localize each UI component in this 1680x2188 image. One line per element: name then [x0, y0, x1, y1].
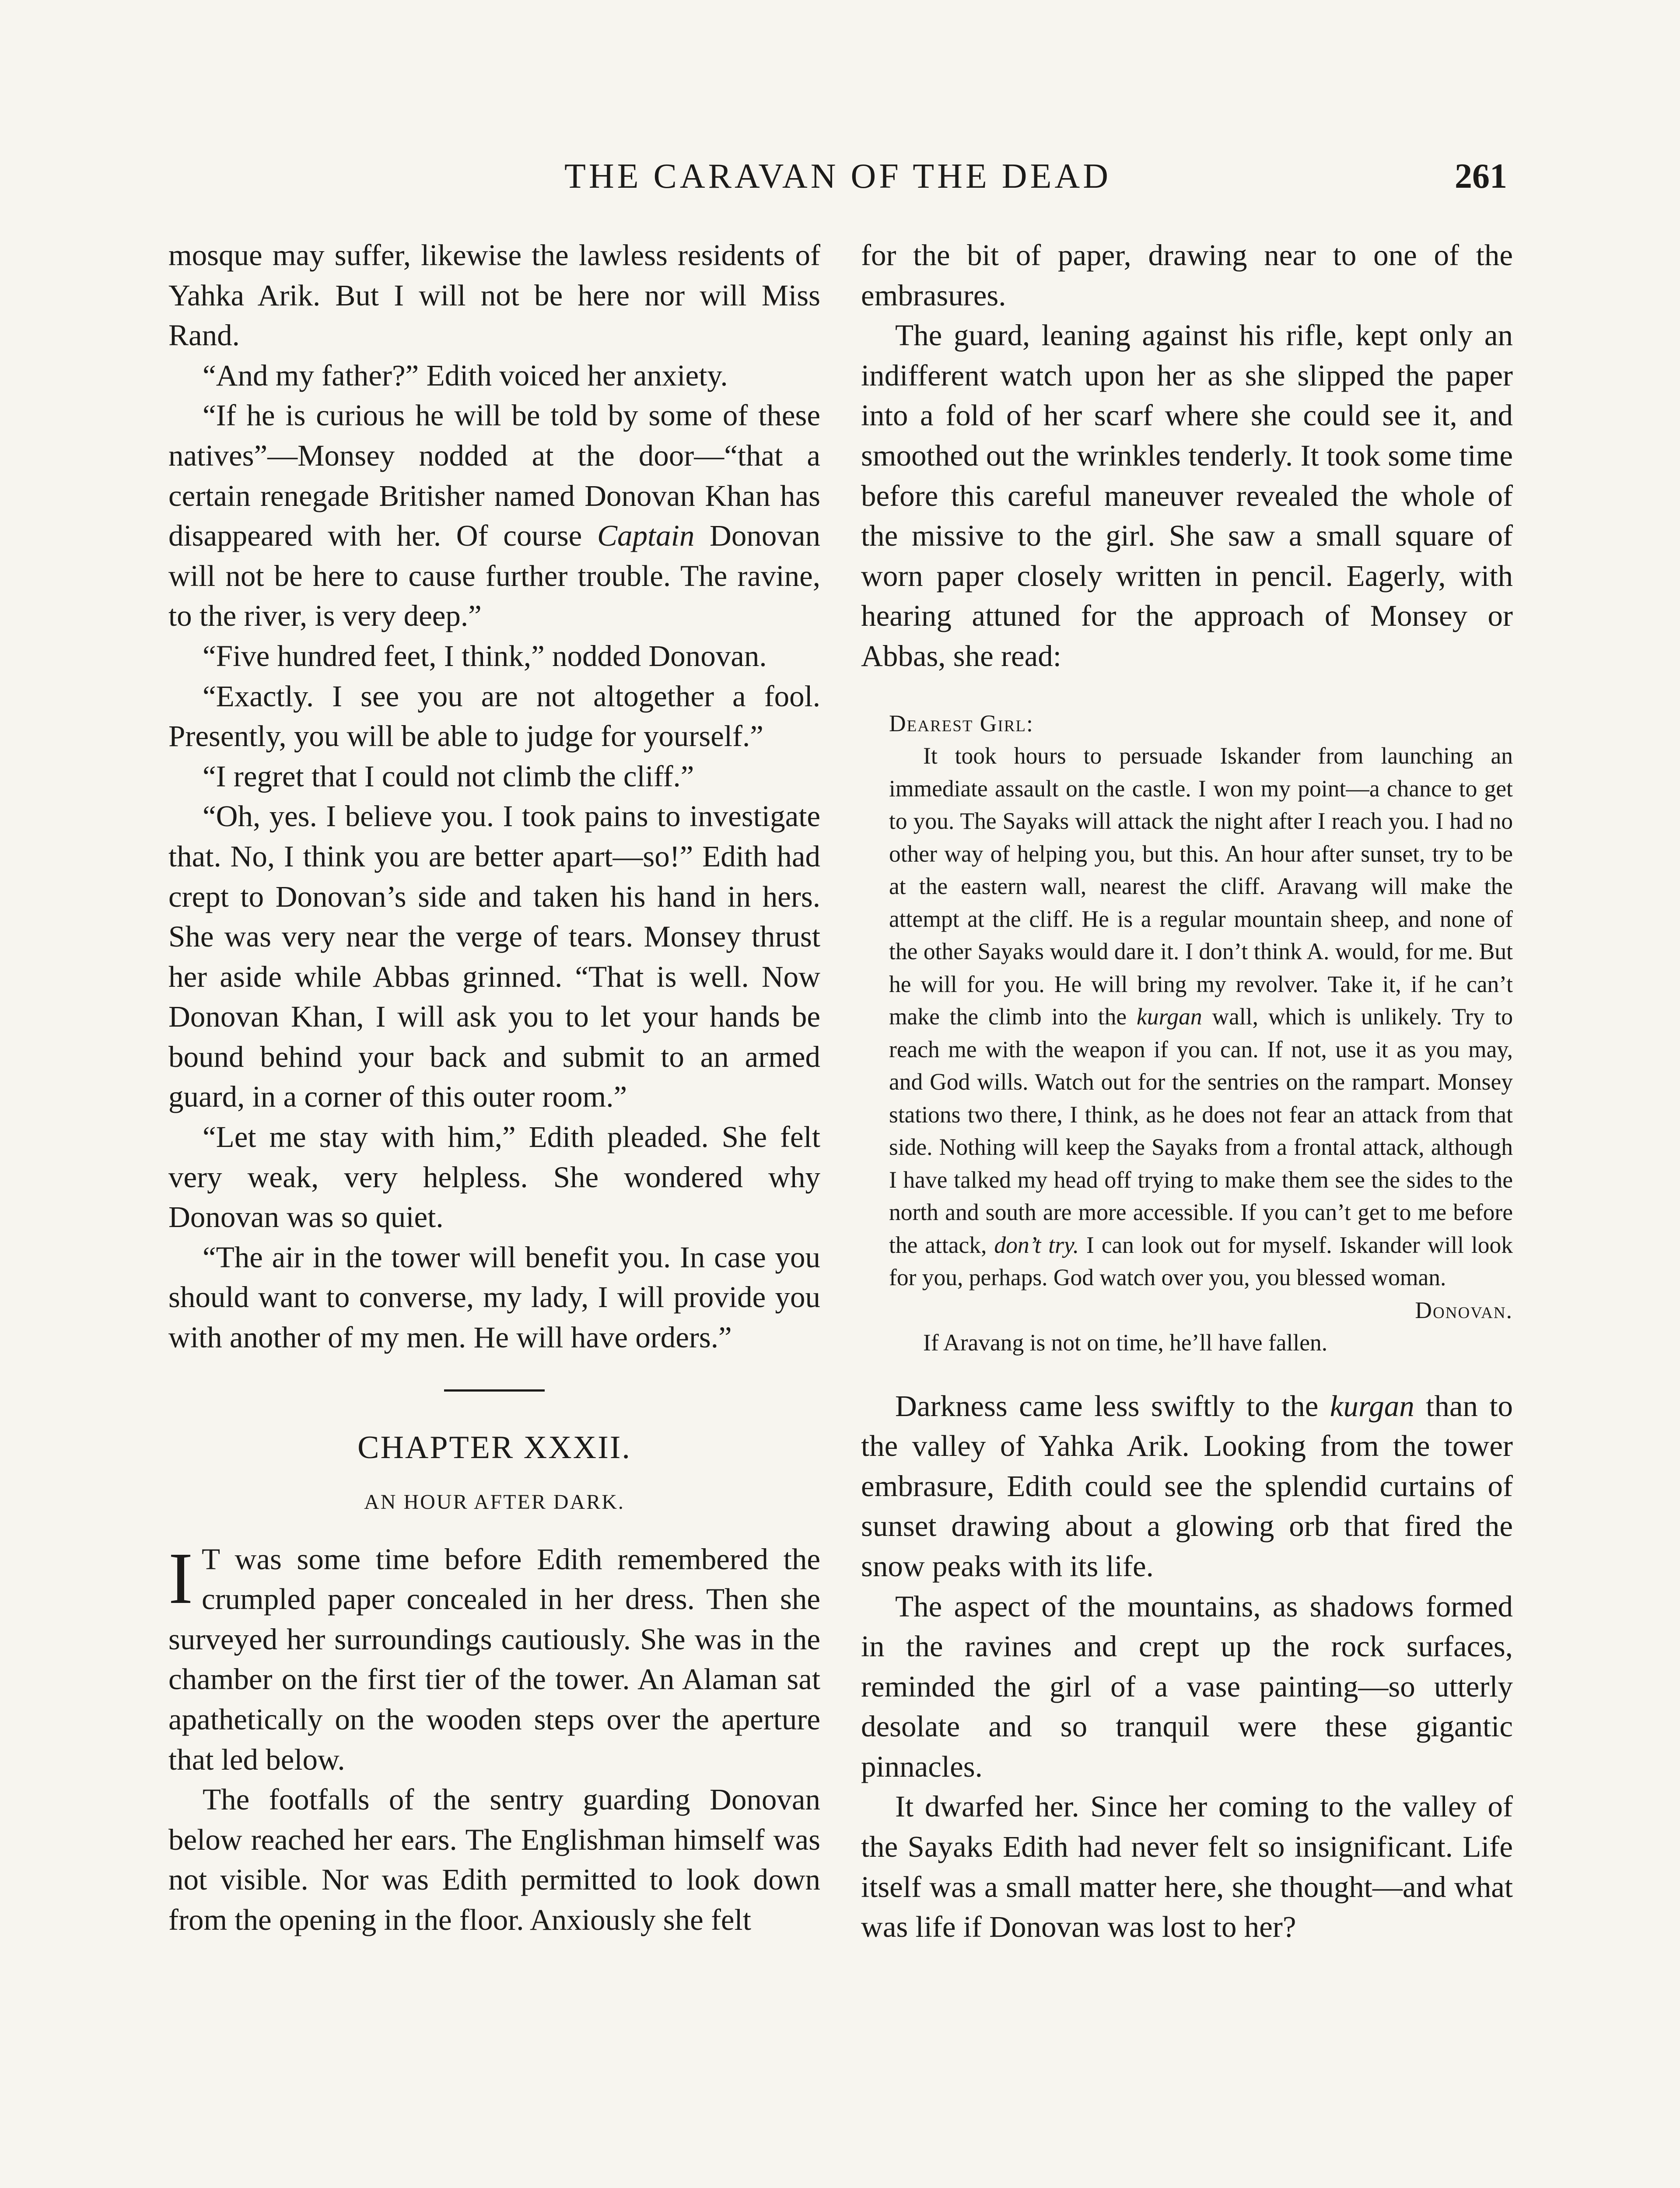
paragraph-text: Donovan will not be here to cause further trouble. The ravine, to the river, is very deep.”: [168, 519, 820, 633]
paragraph: “Let me stay with him,” Edith pleaded. She felt very weak, very helpless. She wondered why Donovan was so quiet.: [168, 1120, 820, 1234]
paragraph: “Five hundred feet, I think,” nodded Donovan.: [203, 639, 767, 673]
paragraph: for the bit of paper, drawing near to one of the embrasures.: [861, 238, 1513, 312]
italic-kurgan: kurgan: [1137, 1003, 1202, 1030]
letter-greeting: Dearest Girl:: [889, 710, 1034, 736]
section-rule: [444, 1389, 545, 1392]
left-column: [168, 235, 820, 1940]
paragraph: The guard, leaning against his rifle, kept only an indifferent watch upon her as she slipped the paper into a fold of her scarf where she could see it, and smoothed out the wrinkles tenderly. It took some time before this careful maneuver revealed the whole of the missive to the girl. She saw a small square of worn paper closely written in pencil. Eagerly, with hearing attuned for the approach of Monsey or Abbas, she read:: [861, 319, 1513, 673]
paragraph: “And my father?” Edith voiced her anxiety.: [203, 358, 728, 392]
letter: [889, 707, 1513, 1359]
italic-kurgan: kurgan: [1330, 1389, 1414, 1423]
paragraph-text: T was some time before Edith remembered the crumpled paper concealed in her dress. Then she surveyed her surroundings cautiously. She was in the chamber on the first tier of the tower. An Alaman sat apathetically on the wooden steps over the aperture that led below.: [168, 1542, 820, 1776]
letter-text: wall, which is unlikely. Try to reach me with the weapon if you can. If not, use it as you may, and God wills. Watch out for the sentries on the rampart. Monsey stations two there, I think, as he does not fear an attack from that side. Nothing will keep the Sayaks from a frontal attack, although I have talked my head off trying to make them see the sides to the north and south are more accessible. If you can’t get to me before the attack,: [889, 1003, 1513, 1258]
letter-body: [889, 740, 1513, 1294]
paragraph-text: “If he is curious he will be told by some of these natives”—Monsey nodded at the door—“that a certain renegade Britisher named Donovan Khan has disappeared with her. Of course: [168, 399, 820, 553]
paragraph: It dwarfed her. Since her coming to the valley of the Sayaks Edith had never felt so insignificant. Life itself was a small matter here, she thought—and what was life if Donovan was lost to her?: [861, 1790, 1513, 1944]
running-head: [168, 152, 1507, 200]
letter-signature: Donovan.: [1415, 1297, 1513, 1323]
letter-text: I can look out for myself. Iskander will look for you, perhaps. God watch over you, you blessed woman.: [889, 1231, 1513, 1291]
chapter-title: CHAPTER XXXII.: [357, 1429, 631, 1466]
drop-cap: I: [168, 1537, 193, 1619]
right-column: [861, 235, 1513, 1947]
paragraph: [861, 1386, 1513, 1587]
letter-text: It took hours to persuade Iskander from launching an immediate assault on the castle. I won my point—a chance to get to you. The Sayaks will attack the night after I reach you. I had no other way of helping you, but this. An hour after sunset, try to be at the eastern wall, nearest the cliff. Aravang will make the attempt at the cliff. He is a regular mountain sheep, and none of the other Sayaks would dare it. I don’t think A. would, for me. But he will for you. He will bring my revolver. Take it, if he can’t make the climb into the: [889, 743, 1513, 1030]
running-title: THE CARAVAN OF THE DEAD: [564, 157, 1111, 196]
paragraph-text: than to the valley of Yahka Arik. Looking from the tower embrasure, Edith could see the splendid curtains of sunset drawing about a glowing orb that fired the snow peaks with its life.: [861, 1389, 1513, 1583]
paragraph: “Oh, yes. I believe you. I took pains to investigate that. No, I think you are better apart—so!” Edith had crept to Donovan’s side and taken his hand in hers. She was very near the verge of tears. Monsey thrust her aside while Abbas grinned. “That is well. Now Donovan Khan, I will ask you to let your hands be bound behind your back and submit to an armed guard, in a corner of this outer room.”: [168, 799, 820, 1114]
italic-captain: Captain: [597, 519, 695, 553]
italic-dont-try: don’t try.: [994, 1231, 1079, 1258]
paragraph: The aspect of the mountains, as shadows formed in the ravines and crept up the rock surfaces, reminded the girl of a vase painting—so utterly desolate and so tranquil were these gigantic pinnacles.: [861, 1589, 1513, 1783]
chapter-subtitle: AN HOUR AFTER DARK.: [364, 1490, 625, 1514]
letter-postscript: If Aravang is not on time, he’ll have fallen.: [923, 1329, 1328, 1356]
paragraph: “I regret that I could not climb the cliff.”: [203, 759, 694, 793]
paragraph: “The air in the tower will benefit you. In case you should want to converse, my lady, I will provide you with another of my men. He will have orders.”: [168, 1240, 820, 1354]
paragraph-text: Darkness came less swiftly to the: [895, 1389, 1330, 1423]
paragraph: “Exactly. I see you are not altogether a fool. Presently, you will be able to judge for yourself.”: [168, 679, 820, 753]
paragraph: The footfalls of the sentry guarding Donovan below reached her ears. The Englishman himself was not visible. Nor was Edith permitted to look down from the opening in the floor. Anxiously she felt: [168, 1783, 820, 1936]
page-number: 261: [1455, 157, 1507, 196]
paragraph: [168, 1539, 820, 1780]
paragraph: [168, 396, 820, 636]
paragraph: mosque may suffer, likewise the lawless residents of Yahka Arik. But I will not be here nor will Miss Rand.: [168, 238, 820, 352]
